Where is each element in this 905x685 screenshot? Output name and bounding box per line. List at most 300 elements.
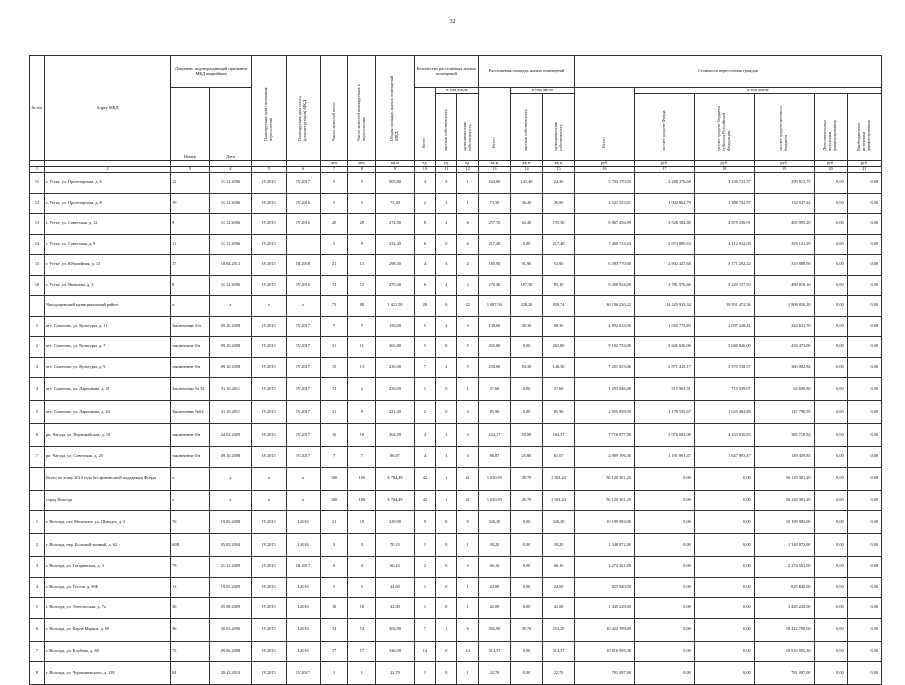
row-residents-planned: 7 xyxy=(348,447,376,468)
row-total-area: 905,80 xyxy=(376,173,414,194)
row-area-private: 49,70 xyxy=(510,490,542,511)
row-rooms-municipal: 3 xyxy=(457,447,478,468)
row-cost-total: 1 348 872,00 xyxy=(575,534,635,557)
row-document-number: 19 xyxy=(171,193,209,214)
row-total-area: 6 784,49 xyxy=(376,467,414,490)
row-residents-planned: 13 xyxy=(348,255,376,276)
row-planned-demolition: IV.2017 xyxy=(286,316,320,337)
row-cost-total: 2 989 196,30 xyxy=(575,447,635,468)
row-total-area: 86,87 xyxy=(376,447,414,468)
row-cost-total: 2 274 561,00 xyxy=(575,557,635,578)
row-area-private: 36,40 xyxy=(510,193,542,214)
row-rooms-private: 2 xyxy=(436,316,457,337)
row-area-municipal: 37,60 xyxy=(543,378,575,401)
row-rooms-total: 5 xyxy=(414,316,435,337)
row-cost-total: 7 201 653,06 xyxy=(575,357,635,378)
row-address: г. Устье, ул. Советская, д. 9 xyxy=(44,234,170,255)
row-residents-total: 12 xyxy=(320,275,348,296)
row-cost-local: 10 422 789,00 xyxy=(754,618,814,641)
row-residents-total: 14 xyxy=(320,618,348,641)
header-cost-region: за счет средств бюджета субъекта Российской Федерации xyxy=(715,106,731,151)
header-document-number: Номер xyxy=(171,88,209,161)
row-area-total: 1 087,94 xyxy=(478,296,510,317)
row-area-private: 187,30 xyxy=(510,275,542,296)
row-cost-additional: 0,00 xyxy=(814,214,847,235)
row-cost-local: 64 690,80 xyxy=(754,378,814,401)
row-document-number: х xyxy=(171,490,209,511)
row-area-private: 0,00 xyxy=(510,378,542,401)
row-residents-total: 15 xyxy=(320,357,348,378)
row-cost-local: 1 445 220,00 xyxy=(754,598,814,619)
row-planned-demolition: III.2018 xyxy=(286,255,320,276)
row-address: г. Устье, ул. Советская, д. 12 xyxy=(44,214,170,235)
row-residents-planned: 18 xyxy=(348,598,376,619)
row-address: Всего по этапу 2014 года без финансовой поддержки Фонда xyxy=(44,467,170,490)
column-number-cell: 17 xyxy=(634,167,694,173)
row-rooms-total: 9 xyxy=(414,511,435,534)
row-area-total: 85,90 xyxy=(478,401,510,424)
row-cost-additional: 0,00 xyxy=(814,618,847,641)
row-area-private: 141,40 xyxy=(510,173,542,194)
row-address: г. Вологда, ул. Чернышевского, д. 128 xyxy=(44,662,170,685)
header-rooms-private: частная собственность xyxy=(442,109,448,151)
row-cost-estimated: 0,00 xyxy=(847,357,881,378)
row-cost-estimated: 0,00 xyxy=(847,275,881,296)
row-cost-total: 56 120 301,20 xyxy=(575,467,635,490)
row-area-total: 217,40 xyxy=(478,234,510,255)
row-cost-local: 1 348 872,00 xyxy=(754,534,814,557)
row-rooms-total: 1 xyxy=(414,662,435,685)
row-cost-total: 10 199 983,00 xyxy=(575,511,635,534)
row-cost-additional: 0,00 xyxy=(814,378,847,401)
row-address: пгт. Сазоново, ул. Культуры, д. 9 xyxy=(44,357,170,378)
row-total-area: 6 784,49 xyxy=(376,490,414,511)
row-cost-estimated: 0,00 xyxy=(847,534,881,557)
header-area-group: Расселяемая площадь жилых помещений xyxy=(478,56,574,88)
row-document-number: заключение б/н xyxy=(171,424,209,447)
row-rooms-private: 3 xyxy=(436,173,457,194)
row-cost-fund: 0,00 xyxy=(634,577,694,598)
row-document-date: 31.10.2011 xyxy=(209,401,252,424)
unit-cell: руб. xyxy=(694,161,754,167)
row-number: 8 xyxy=(30,662,45,685)
row-cost-local: 385 718,92 xyxy=(754,424,814,447)
row-planned-end: IV.2015 xyxy=(252,511,286,534)
table-row xyxy=(30,598,882,619)
row-cost-local: 149 459,83 xyxy=(754,447,814,468)
row-document-number: х xyxy=(171,467,209,490)
row-rooms-municipal: 1 xyxy=(457,173,478,194)
row-document-date: 11.12.2006 xyxy=(209,275,252,296)
row-residents-planned: 19 xyxy=(348,511,376,534)
row-cost-estimated: 0,00 xyxy=(847,193,881,214)
column-number-cell: 20 xyxy=(814,167,847,173)
row-cost-local: 781 097,00 xyxy=(754,662,814,685)
row-rooms-private: 1 xyxy=(436,490,457,511)
row-number: 2 xyxy=(30,337,45,358)
row-cost-total: 9 308 924,00 xyxy=(575,275,635,296)
row-cost-fund: 515 963,31 xyxy=(634,378,694,401)
row-rooms-municipal: 6 xyxy=(457,214,478,235)
row-document-date: 09.06.2008 xyxy=(209,641,252,662)
row-cost-additional: 0,00 xyxy=(814,234,847,255)
row-rooms-municipal: 1 xyxy=(457,193,478,214)
table-row xyxy=(30,577,882,598)
row-residents-planned: 20 xyxy=(348,214,376,235)
row-cost-additional: 0,00 xyxy=(814,641,847,662)
row-cost-total: 2 521 253,01 xyxy=(575,193,635,214)
row-cost-estimated: 0,00 xyxy=(847,598,881,619)
row-cost-additional: 0,00 xyxy=(814,490,847,511)
row-document-number: х xyxy=(171,296,209,317)
row-cost-fund: 2 871 418,17 xyxy=(634,357,694,378)
row-area-private: 0,00 xyxy=(510,511,542,534)
row-document-number: 79 xyxy=(171,557,209,578)
row-planned-end: х xyxy=(252,467,286,490)
row-rooms-private: 1 xyxy=(436,467,457,490)
row-address: г. Устье, ул. Яковлева, д. 3 xyxy=(44,275,170,296)
row-cost-total: 8 867 456,99 xyxy=(575,214,635,235)
row-residents-planned: 7 xyxy=(348,316,376,337)
row-area-private: 38,30 xyxy=(510,316,542,337)
row-document-date: 18.04.2013 xyxy=(209,255,252,276)
row-planned-demolition: IV.2017 xyxy=(286,357,320,378)
row-document-date: 19.06.2008 xyxy=(209,511,252,534)
row-document-number: 36 xyxy=(171,618,209,641)
row-document-number: заключение б/н xyxy=(171,357,209,378)
row-cost-local: 393 121,29 xyxy=(754,234,814,255)
row-cost-additional: 0,00 xyxy=(814,467,847,490)
row-total-area: 265,80 xyxy=(376,337,414,358)
row-area-private: 91,90 xyxy=(510,255,542,276)
header-cost-local: за счет средств местного бюджета xyxy=(778,105,789,151)
row-cost-total: 781 097,00 xyxy=(575,662,635,685)
column-number-cell: 13 xyxy=(478,167,510,173)
row-cost-region: 713 339,07 xyxy=(694,378,754,401)
row-cost-estimated: 0,00 xyxy=(847,378,881,401)
row-cost-estimated: 0,00 xyxy=(847,641,881,662)
table-row xyxy=(30,214,882,235)
row-area-private: 0,00 xyxy=(510,534,542,557)
column-number-cell: 14 xyxy=(510,167,542,173)
row-planned-demolition: I.2016 xyxy=(286,534,320,557)
column-number-cell: 16 xyxy=(575,167,635,173)
row-cost-region: 1 647 893,47 xyxy=(694,447,754,468)
column-number-cell: 6 xyxy=(286,167,320,173)
row-rooms-municipal: 41 xyxy=(457,467,478,490)
unit-cell: руб. xyxy=(634,161,694,167)
row-area-total: 224,17 xyxy=(478,424,510,447)
row-cost-estimated: 0,00 xyxy=(847,424,881,447)
row-total-area: 236,00 xyxy=(376,378,414,401)
row-document-number: заключение б/н xyxy=(171,447,209,468)
row-cost-estimated: 0,00 xyxy=(847,577,881,598)
row-area-total: 302,90 xyxy=(478,618,510,641)
row-cost-fund: 1 191 861,47 xyxy=(634,447,694,468)
row-document-date: х xyxy=(209,296,252,317)
row-document-number: Заключение № 52 xyxy=(171,378,209,401)
row-rooms-total: 1 xyxy=(414,598,435,619)
row-total-area: 24,60 xyxy=(376,577,414,598)
row-residents-planned: 1 xyxy=(348,662,376,685)
row-rooms-total: 5 xyxy=(414,337,435,358)
resettlement-table xyxy=(29,55,882,685)
header-residents-total: Число жителей всего xyxy=(330,102,336,141)
row-area-private: 62,40 xyxy=(510,214,542,235)
row-address: г. Вологда, ул. Гоголя, д. 39Б xyxy=(44,577,170,598)
row-area-municipal: 859,74 xyxy=(543,296,575,317)
row-number: 5 xyxy=(30,401,45,424)
row-document-number: 13 xyxy=(171,577,209,598)
table-row xyxy=(30,534,882,557)
row-cost-estimated: 0,00 xyxy=(847,401,881,424)
row-planned-demolition: х xyxy=(286,467,320,490)
row-residents-planned: 9 xyxy=(348,234,376,255)
row-residents-planned: 3 xyxy=(348,534,376,557)
table-row xyxy=(30,424,882,447)
row-cost-local: 56 120 301,20 xyxy=(754,490,814,511)
row-planned-demolition: х xyxy=(286,296,320,317)
table-row xyxy=(30,401,882,424)
row-planned-demolition: IV.2016 xyxy=(286,214,320,235)
row-planned-end: IV.2015 xyxy=(252,534,286,557)
row-area-private: 0,00 xyxy=(510,641,542,662)
row-rooms-total: 2 xyxy=(414,557,435,578)
row-planned-demolition: IV.2016 xyxy=(286,275,320,296)
row-residents-total: 21 xyxy=(320,511,348,534)
row-rooms-municipal: 3 xyxy=(457,424,478,447)
row-cost-region: 0,00 xyxy=(694,598,754,619)
row-address: пгт. Сазоново, ул. Культуры, д. 7 xyxy=(44,337,170,358)
row-cost-local: 465 995,20 xyxy=(754,214,814,235)
row-document-number: 60В xyxy=(171,534,209,557)
row-rooms-municipal: 2 xyxy=(457,557,478,578)
row-planned-demolition: I.2018 xyxy=(286,618,320,641)
row-area-private: 0,00 xyxy=(510,662,542,685)
row-cost-additional: 0,00 xyxy=(814,337,847,358)
row-cost-additional: 0,00 xyxy=(814,662,847,685)
row-cost-total: 10 422 789,00 xyxy=(575,618,635,641)
row-address: г. Вологда, ул. Карла Маркса, д. 69 xyxy=(44,618,170,641)
row-planned-end: IV.2015 xyxy=(252,618,286,641)
row-planned-demolition: IV.2017 xyxy=(286,337,320,358)
row-cost-fund: 0,00 xyxy=(634,467,694,490)
header-cost-including: в том числе xyxy=(634,88,881,94)
row-rooms-private: 1 xyxy=(436,447,457,468)
unit-cell: руб. xyxy=(847,161,881,167)
row-cost-estimated: 0,00 xyxy=(847,214,881,235)
row-rooms-total: 2 xyxy=(414,193,435,214)
row-rooms-total: 4 xyxy=(414,173,435,194)
row-document-number: 73 xyxy=(171,641,209,662)
unit-cell: руб. xyxy=(814,161,847,167)
row-document-number: 12 xyxy=(171,173,209,194)
row-cost-local: 490 010,16 xyxy=(754,275,814,296)
row-residents-total: 1 xyxy=(320,662,348,685)
unit-cell: ед. xyxy=(436,161,457,167)
row-planned-end: IV.2015 xyxy=(252,447,286,468)
row-rooms-municipal: 2 xyxy=(457,401,478,424)
header-area-including: в том числе xyxy=(510,88,574,94)
row-rooms-municipal: 9 xyxy=(457,511,478,534)
table-row xyxy=(30,467,882,490)
row-cost-total: 10 816 995,30 xyxy=(575,641,635,662)
row-document-date: 11.12.2006 xyxy=(209,214,252,235)
table-row xyxy=(30,557,882,578)
row-document-number: 9 xyxy=(171,214,209,235)
row-document-date: 09.10.2008 xyxy=(209,357,252,378)
row-area-total: 314,37 xyxy=(478,641,510,662)
row-area-private: 228,20 xyxy=(510,296,542,317)
row-residents-planned: 4 xyxy=(348,557,376,578)
row-area-total: 185,90 xyxy=(478,255,510,276)
row-document-number: 84 xyxy=(171,662,209,685)
row-cost-total: 7 716 977,90 xyxy=(575,424,635,447)
row-residents-planned: 17 xyxy=(348,641,376,662)
row-document-date: 05.08.2009 xyxy=(209,598,252,619)
row-planned-end: IV.2015 xyxy=(252,401,286,424)
row-residents-planned: 10 xyxy=(348,424,376,447)
row-area-municipal: 24,00 xyxy=(543,577,575,598)
row-planned-end: IV.2015 xyxy=(252,234,286,255)
row-rooms-municipal: 1 xyxy=(457,662,478,685)
row-rooms-municipal: 1 xyxy=(457,598,478,619)
header-num: № п/п xyxy=(30,56,45,161)
row-total-area: 221,40 xyxy=(376,401,414,424)
row-cost-fund: 0,00 xyxy=(634,557,694,578)
row-cost-local: 1 808 850,20 xyxy=(754,296,814,317)
row-rooms-private: 0 xyxy=(436,598,457,619)
row-cost-region: 3 970 158,57 xyxy=(694,357,754,378)
header-area-total: Всего xyxy=(490,137,496,148)
row-total-area: 73,30 xyxy=(376,193,414,214)
row-address: рп. Чагода, ул. Первомайская, д. 10 xyxy=(44,424,170,447)
table-row xyxy=(30,490,882,511)
row-cost-additional: 0,00 xyxy=(814,193,847,214)
row-document-date: 30.03.2006 xyxy=(209,618,252,641)
row-number: 13 xyxy=(30,214,45,235)
row-planned-demolition: IV.2017 xyxy=(286,401,320,424)
row-rooms-municipal: 14 xyxy=(457,641,478,662)
row-cost-additional: 0,00 xyxy=(814,534,847,557)
row-cost-additional: 0,00 xyxy=(814,401,847,424)
row-address: г. Устье, ул. Пролетарская, д. 6 xyxy=(44,173,170,194)
row-planned-demolition: I.2016 xyxy=(286,577,320,598)
row-residents-planned: 14 xyxy=(348,618,376,641)
row-residents-total: 3 xyxy=(320,534,348,557)
header-cost-fund: за счет средств Фонда xyxy=(660,110,666,151)
row-cost-total: 7 480 734,04 xyxy=(575,234,635,255)
table-row xyxy=(30,275,882,296)
header-document-date: Дата xyxy=(209,88,252,161)
row-cost-region: 0,00 xyxy=(694,467,754,490)
row-cost-fund: 1 002 962,79 xyxy=(634,193,694,214)
row-cost-fund: 2 974 880,63 xyxy=(634,234,694,255)
row-planned-demolition: IV.2017 xyxy=(286,424,320,447)
header-planned-end: Планируемая дата окончания переселения xyxy=(262,87,273,141)
row-total-area: 42,00 xyxy=(376,598,414,619)
table-row xyxy=(30,378,882,401)
row-total-area: 298,50 xyxy=(376,255,414,276)
header-cost-additional: Дополнительные источники финансирования xyxy=(822,119,838,151)
column-number-cell: 9 xyxy=(376,167,414,173)
unit-cell: чел. xyxy=(320,161,348,167)
row-rooms-private: 0 xyxy=(436,234,457,255)
row-area-total: 39,20 xyxy=(478,534,510,557)
row-residents-total: 5 xyxy=(320,193,348,214)
row-area-municipal: 53,90 xyxy=(543,255,575,276)
row-total-area: 230,00 xyxy=(376,357,414,378)
row-cost-local: 10 199 983,00 xyxy=(754,511,814,534)
row-area-total: 73,30 xyxy=(478,193,510,214)
row-address: пгт. Сазоново, ул. Ларионова, д. 41 xyxy=(44,378,170,401)
row-rooms-total: 2 xyxy=(414,401,435,424)
row-cost-total: 36 196 220,22 xyxy=(575,296,635,317)
row-cost-additional: 0,00 xyxy=(814,173,847,194)
row-area-total: 138,60 xyxy=(478,316,510,337)
row-planned-end: х xyxy=(252,296,286,317)
row-cost-total: 5 703 170,00 xyxy=(575,173,635,194)
row-rooms-municipal: 22 xyxy=(457,296,478,317)
row-area-total: 22,70 xyxy=(478,662,510,685)
row-cost-region: 0,00 xyxy=(694,490,754,511)
row-address: г. Вологда, ул. Гагаринская, д. 3 xyxy=(44,557,170,578)
row-residents-total: 6 xyxy=(320,557,348,578)
row-rooms-total: 42 xyxy=(414,467,435,490)
row-document-number: Заключение б/н xyxy=(171,316,209,337)
row-area-municipal: 42,00 xyxy=(543,598,575,619)
row-area-total: 230,60 xyxy=(478,357,510,378)
row-cost-additional: 0,00 xyxy=(814,357,847,378)
row-residents-planned: 13 xyxy=(348,357,376,378)
row-area-municipal: 253,20 xyxy=(543,618,575,641)
row-cost-region: 0,00 xyxy=(694,662,754,685)
row-cost-fund: 1 178 535,67 xyxy=(634,401,694,424)
row-rooms-municipal: 3 xyxy=(457,316,478,337)
row-planned-end: IV.2015 xyxy=(252,598,286,619)
row-planned-demolition: х xyxy=(286,490,320,511)
row-number: 4 xyxy=(30,378,45,401)
row-area-total: 270,40 xyxy=(478,275,510,296)
row-area-private: 0,00 xyxy=(510,557,542,578)
row-rooms-private: 0 xyxy=(436,534,457,557)
table-row xyxy=(30,511,882,534)
row-cost-additional: 0,00 xyxy=(814,255,847,276)
table-row xyxy=(30,618,882,641)
row-rooms-private: 3 xyxy=(436,255,457,276)
row-cost-region: 3 136 723,57 xyxy=(694,173,754,194)
row-total-area: 22,70 xyxy=(376,662,414,685)
row-residents-total: 21 xyxy=(320,255,348,276)
row-number xyxy=(30,467,45,490)
row-area-municipal: 326,30 xyxy=(543,511,575,534)
row-cost-fund: 3 526 184,80 xyxy=(634,214,694,235)
row-residents-planned: 100 xyxy=(348,490,376,511)
row-rooms-total: 7 xyxy=(414,357,435,378)
row-area-municipal: 22,70 xyxy=(543,662,575,685)
row-document-date: 21.12.2009 xyxy=(209,557,252,578)
row-area-private: 84,30 xyxy=(510,357,542,378)
row-cost-total: 56 120 301,20 xyxy=(575,490,635,511)
header-rooms-municipal: муниципальная собственность xyxy=(461,122,472,151)
row-number: 7 xyxy=(30,447,45,468)
row-cost-total: 1 445 220,00 xyxy=(575,598,635,619)
row-area-total: 42,00 xyxy=(478,598,510,619)
row-cost-total: 825 840,00 xyxy=(575,577,635,598)
row-planned-end: IV.2015 xyxy=(252,316,286,337)
row-cost-local: 456 473,00 xyxy=(754,337,814,358)
row-cost-fund: 0,00 xyxy=(634,618,694,641)
